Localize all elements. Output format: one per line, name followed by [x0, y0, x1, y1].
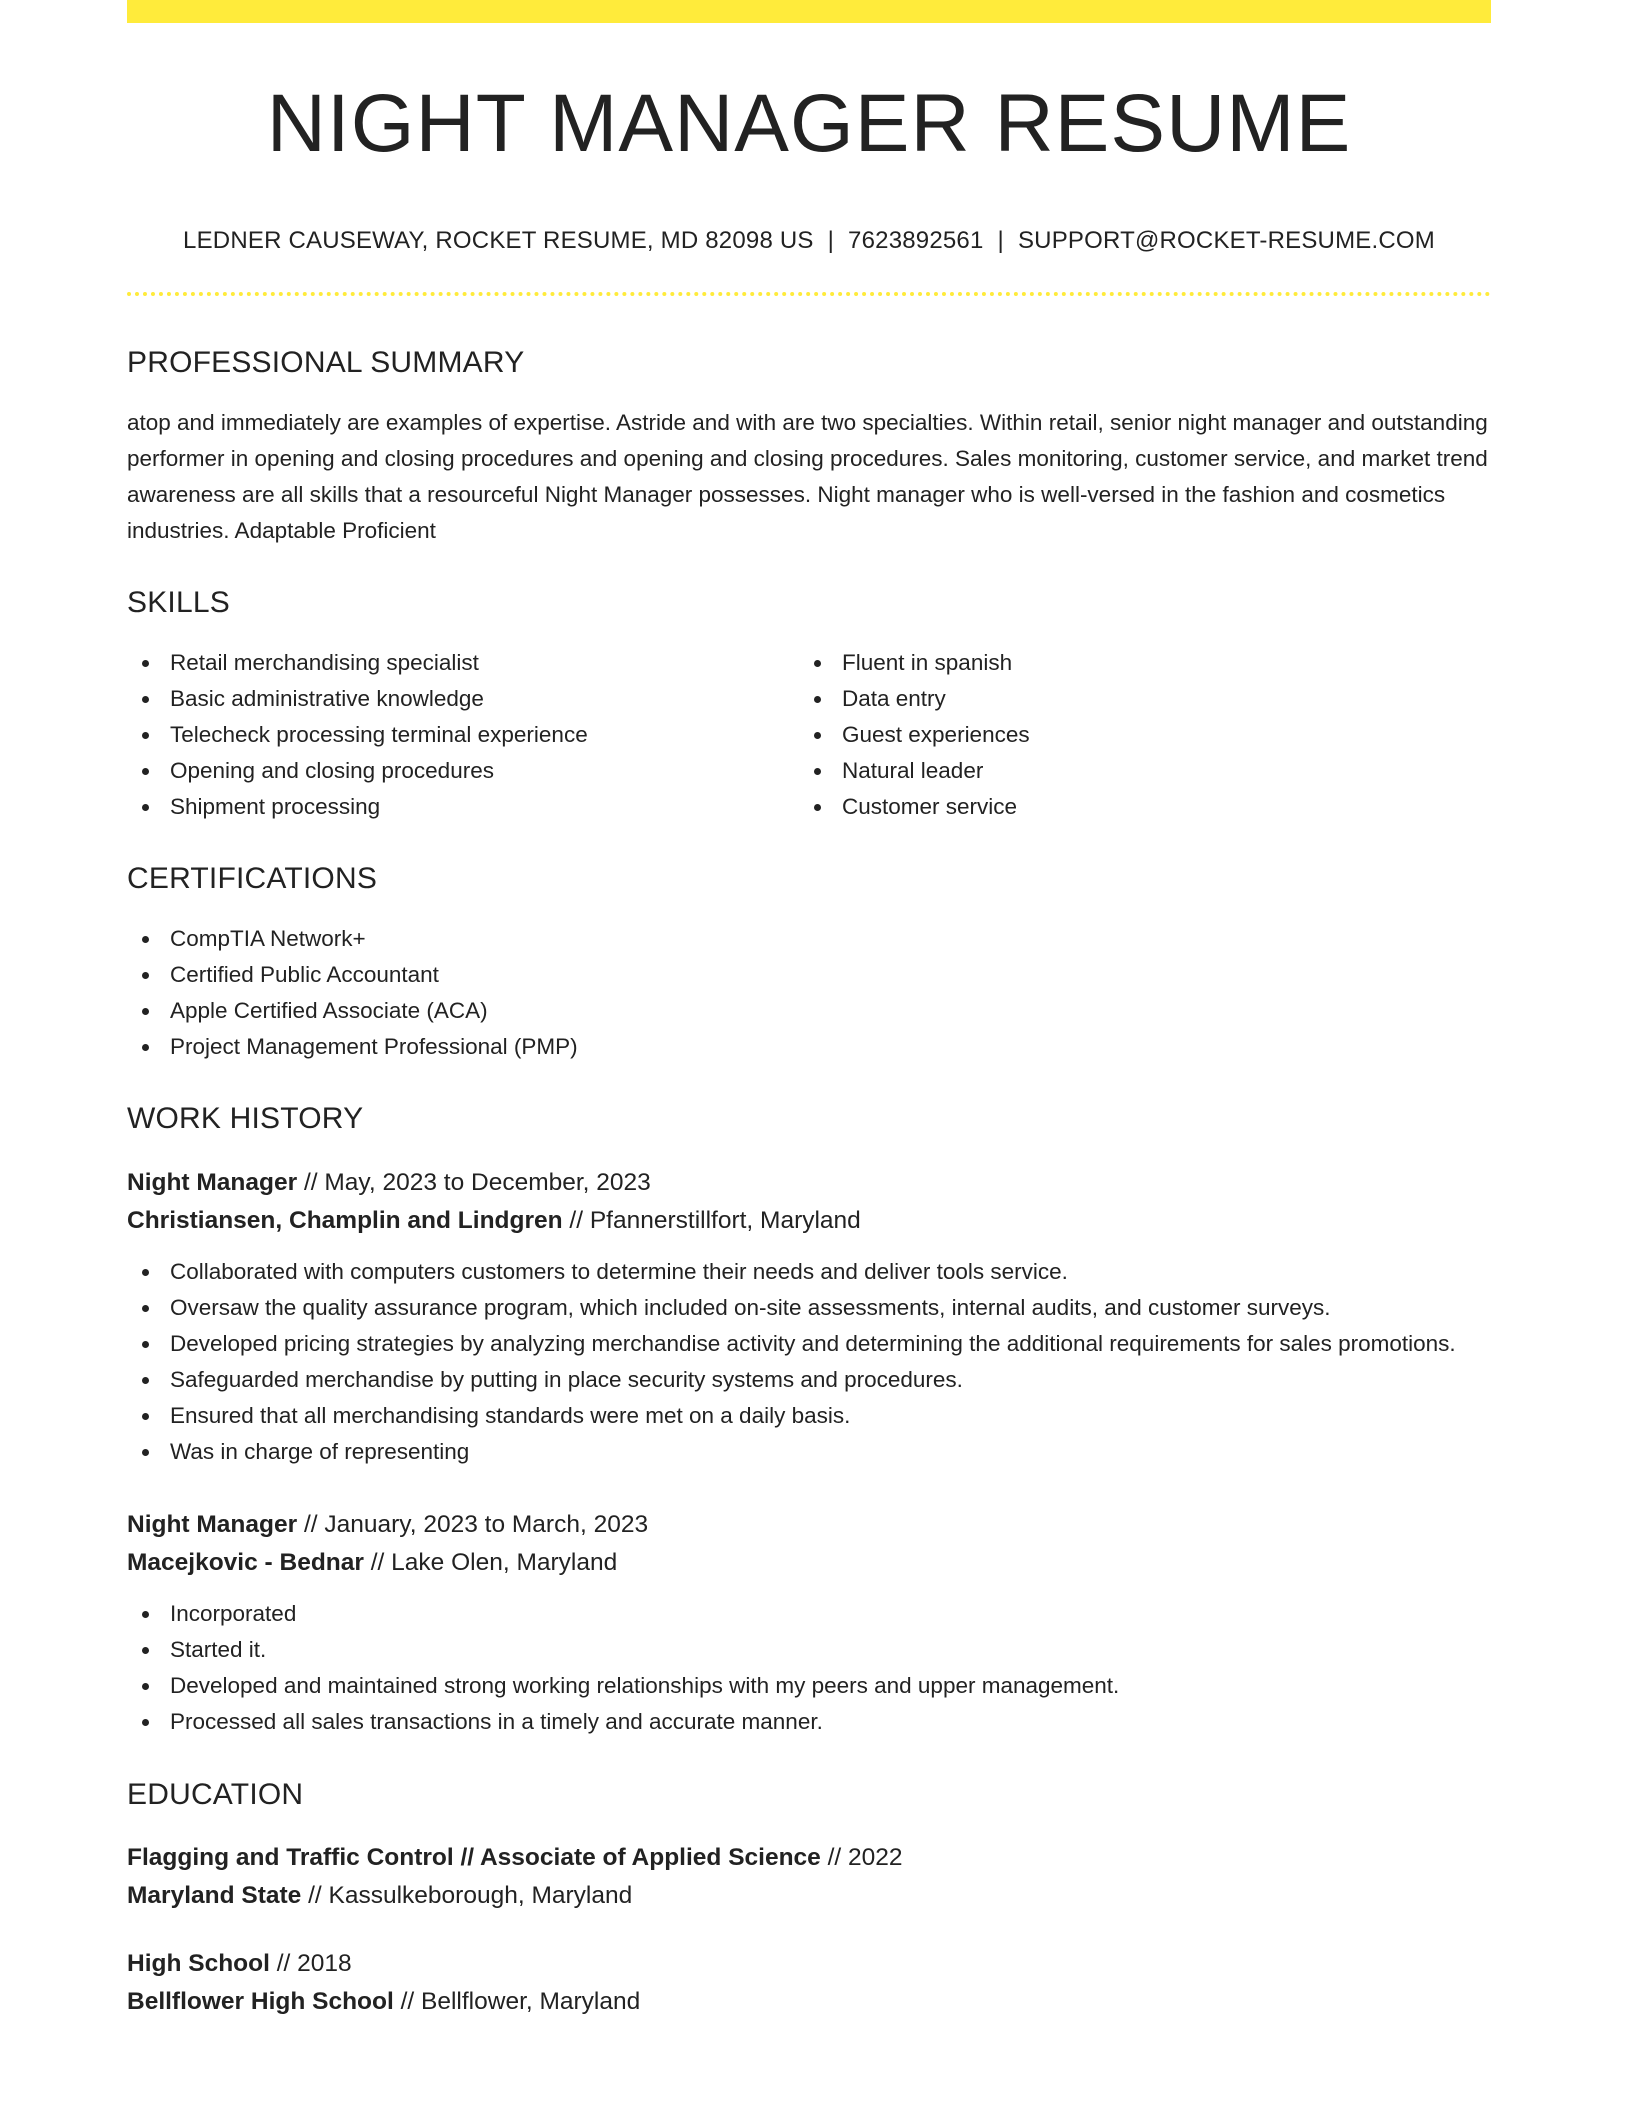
contact-address: LEDNER CAUSEWAY, ROCKET RESUME, MD 82098 US [183, 227, 814, 254]
work-history-heading: WORK HISTORY [127, 1102, 364, 1135]
skill-item: Natural leader [799, 753, 1471, 789]
skill-item: Opening and closing procedures [127, 753, 799, 789]
skills-list-right [799, 645, 1471, 825]
summary-text: atop and immediately are examples of expertise. Astride and with are two specialties. Within retail, senior night manager and outstanding performer in opening and closing procedures and opening and closing procedures. Sales monitoring, customer service, and market trend awareness are all skills that a resourceful Night Manager possesses. Night manager who is well-versed in the fashion and cosmetics industries. Adaptable Proficient [127, 410, 1488, 543]
contact-email: SUPPORT@ROCKET-RESUME.COM [1017, 227, 1435, 254]
certification-item: CompTIA Network+ [127, 921, 1491, 957]
job-title-line [127, 1164, 1491, 1202]
skills-grid [127, 645, 1491, 825]
skills-list-left [127, 645, 799, 825]
education-degree-line [127, 1839, 1491, 1877]
education-year: // 2022 [820, 1844, 903, 1871]
job-bullet: Ensured that all merchandising standards were met on a daily basis. [127, 1398, 1491, 1434]
education-location: // Bellflower, Maryland [393, 1988, 641, 2015]
education-location: // Kassulkeborough, Maryland [301, 1882, 633, 1909]
education-entry [127, 1945, 1491, 2021]
skills-heading: SKILLS [127, 586, 230, 619]
contact-phone: 7623892561 [848, 227, 984, 254]
job-location: // Lake Olen, Maryland [363, 1549, 618, 1576]
job-bullet: Safeguarded merchandise by putting in place security systems and procedures. [127, 1362, 1491, 1398]
education-school-line [127, 1983, 1491, 2021]
certifications-list [127, 921, 1491, 1065]
education-degree: High School [127, 1950, 270, 1977]
job-company: Macejkovic - Bednar [127, 1549, 364, 1576]
job-entry [127, 1506, 1491, 1740]
skill-item: Fluent in spanish [799, 645, 1471, 681]
resume-title: NIGHT MANAGER RESUME [266, 78, 1352, 169]
top-accent-bar [127, 0, 1491, 23]
skill-item: Guest experiences [799, 717, 1471, 753]
summary-heading: PROFESSIONAL SUMMARY [127, 346, 525, 379]
contact-separator: | [827, 227, 835, 254]
job-dates: // May, 2023 to December, 2023 [297, 1169, 651, 1196]
job-title: Night Manager [127, 1511, 298, 1538]
job-bullet: Developed pricing strategies by analyzing merchandise activity and determining the additional requirements for sales promotions. [127, 1326, 1491, 1362]
skill-item: Data entry [799, 681, 1471, 717]
education-heading: EDUCATION [127, 1778, 304, 1811]
certification-item: Apple Certified Associate (ACA) [127, 993, 1491, 1029]
job-company-line [127, 1202, 1491, 1240]
education-school: Bellflower High School [127, 1988, 394, 2015]
job-bullets [127, 1254, 1491, 1470]
education-school-line [127, 1877, 1491, 1915]
skill-item: Shipment processing [127, 789, 799, 825]
certification-item: Certified Public Accountant [127, 957, 1491, 993]
job-location: // Pfannerstillfort, Maryland [562, 1207, 861, 1234]
contact-separator: | [997, 227, 1004, 254]
education-entry [127, 1839, 1491, 1915]
job-bullet: Started it. [127, 1632, 1491, 1668]
certifications-heading: CERTIFICATIONS [127, 862, 378, 895]
education-school: Maryland State [127, 1882, 302, 1909]
contact-line [127, 229, 1491, 253]
skill-item: Customer service [799, 789, 1471, 825]
job-bullet: Incorporated [127, 1596, 1491, 1632]
job-bullet: Collaborated with computers customers to determine their needs and deliver tools service. [127, 1254, 1491, 1290]
job-title: Night Manager [127, 1169, 298, 1196]
job-bullet: Oversaw the quality assurance program, which included on-site assessments, internal audits, and customer surveys. [127, 1290, 1491, 1326]
job-bullet: Developed and maintained strong working relationships with my peers and upper management. [127, 1668, 1491, 1704]
skill-item: Retail merchandising specialist [127, 645, 799, 681]
job-bullet: Processed all sales transactions in a timely and accurate manner. [127, 1704, 1491, 1740]
job-company: Christiansen, Champlin and Lindgren [127, 1207, 563, 1234]
job-entry [127, 1164, 1491, 1470]
certification-item: Project Management Professional (PMP) [127, 1029, 1491, 1065]
dotted-divider [127, 292, 1491, 296]
education-degree-line [127, 1945, 1491, 1983]
job-company-line [127, 1544, 1491, 1582]
job-bullets [127, 1596, 1491, 1740]
education-degree: Flagging and Traffic Control // Associate of Applied Science [127, 1844, 821, 1871]
education-year: // 2018 [269, 1950, 352, 1977]
job-title-line [127, 1506, 1491, 1544]
resume-page [127, 0, 1491, 2021]
skills-column-left [127, 645, 799, 825]
job-bullet: Was in charge of representing [127, 1434, 1491, 1470]
skill-item: Basic administrative knowledge [127, 681, 799, 717]
skills-column-right [799, 645, 1471, 825]
job-dates: // January, 2023 to March, 2023 [297, 1511, 649, 1538]
skill-item: Telecheck processing terminal experience [127, 717, 799, 753]
